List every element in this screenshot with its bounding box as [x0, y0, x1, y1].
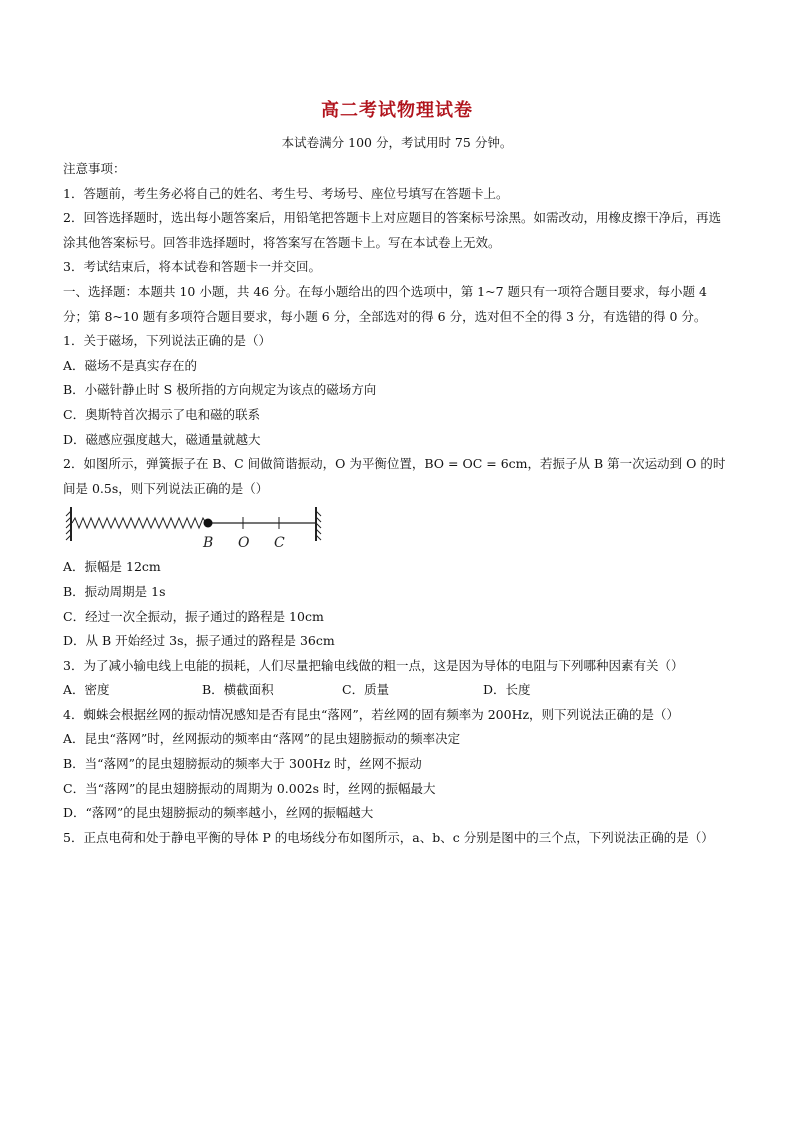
- option-b: B．振动周期是 1s: [63, 583, 166, 599]
- option-d: D．磁感应强度越大，磁通量就越大: [63, 431, 261, 447]
- option-a: A．振幅是 12cm: [63, 559, 161, 575]
- question-stem: 2．如图所示，弹簧振子在 B、C 间做简谐振动，O 为平衡位置，BO = OC = 6cm，若振子从 B 第一次运动到 O 的时间是 0.5s，则下列说法正确的是（）: [63, 456, 726, 496]
- option-b: B．横截面积: [202, 682, 274, 698]
- spring-oscillator-figure: [65, 501, 325, 555]
- option-d: D．长度: [483, 682, 531, 698]
- question-stem: 5．正点电荷和处于静电平衡的导体 P 的电场线分布如图所示，a、b、c 分别是图中的三个点，下列说法正确的是（）: [63, 829, 714, 845]
- option-b: B．小磁针静止时 S 极所指的方向规定为该点的磁场方向: [63, 382, 377, 398]
- point-b-label: B: [203, 535, 214, 552]
- option-c: C．当“落网”的昆虫翅膀振动的周期为 0.002s 时，丝网的振幅最大: [63, 780, 436, 796]
- option-a: A．磁场不是真实存在的: [63, 357, 198, 373]
- option-a: A．昆虫“落网”时，丝网振动的频率由“落网”的昆虫翅膀振动的频率决定: [63, 731, 461, 747]
- note-item: 2．回答选择题时，选出每小题答案后，用铅笔把答题卡上对应题目的答案标号涂黑。如需改动，用橡皮擦干净后，再选涂其他答案标号。回答非选择题时，将答案写在答题卡上。写在本试卷上无效。: [63, 210, 721, 250]
- option-c: C．奥斯特首次揭示了电和磁的联系: [63, 406, 261, 422]
- option-d: D．“落网”的昆虫翅膀振动的频率越小，丝网的振幅越大: [63, 805, 374, 821]
- option-c: C．质量: [342, 682, 390, 698]
- point-o-label: O: [238, 535, 250, 552]
- section-heading: 一、选择题：本题共 10 小题，共 46 分。在每小题给出的四个选项中，第 1~7 题只有一项符合题目要求，每小题 4 分；第 8~10 题有多项符合题目要求，每小题 6 分，全部选对的得 6 分，选对但不全的得 3 分，有选错的得 0 分。: [63, 283, 707, 324]
- note-item: 1．答题前，考生务必将自己的姓名、考生号、考场号、座位号填写在答题卡上。: [63, 185, 509, 201]
- question-stem: 1．关于磁场，下列说法正确的是（）: [63, 333, 271, 349]
- option-b: B．当“落网”的昆虫翅膀振动的频率大于 300Hz 时，丝网不振动: [63, 756, 422, 772]
- page-title: 高二考试物理试卷: [321, 100, 473, 121]
- option-d: D．从 B 开始经过 3s，振子通过的路程是 36cm: [63, 633, 335, 649]
- question-stem: 3．为了减小输电线上电能的损耗，人们尽量把输电线做的粗一点，这是因为导体的电阻与下列哪种因素有关（）: [63, 657, 684, 673]
- point-c-label: C: [274, 535, 285, 552]
- exam-content: [63, 157, 733, 850]
- exam-info: 本试卷满分 100 分，考试用时 75 分钟。: [281, 135, 513, 150]
- options-row: [63, 678, 733, 703]
- note-item: 3．考试结束后，将本试卷和答题卡一并交回。: [63, 259, 321, 275]
- question-stem: 4．蜘蛛会根据丝网的振动情况感知是否有昆虫“落网”，若丝网的固有频率为 200Hz，则下列说法正确的是（）: [63, 706, 680, 722]
- notes-heading: 注意事项：: [63, 161, 126, 176]
- option-a: A．密度: [63, 682, 110, 698]
- option-c: C．经过一次全振动，振子通过的路程是 10cm: [63, 608, 324, 624]
